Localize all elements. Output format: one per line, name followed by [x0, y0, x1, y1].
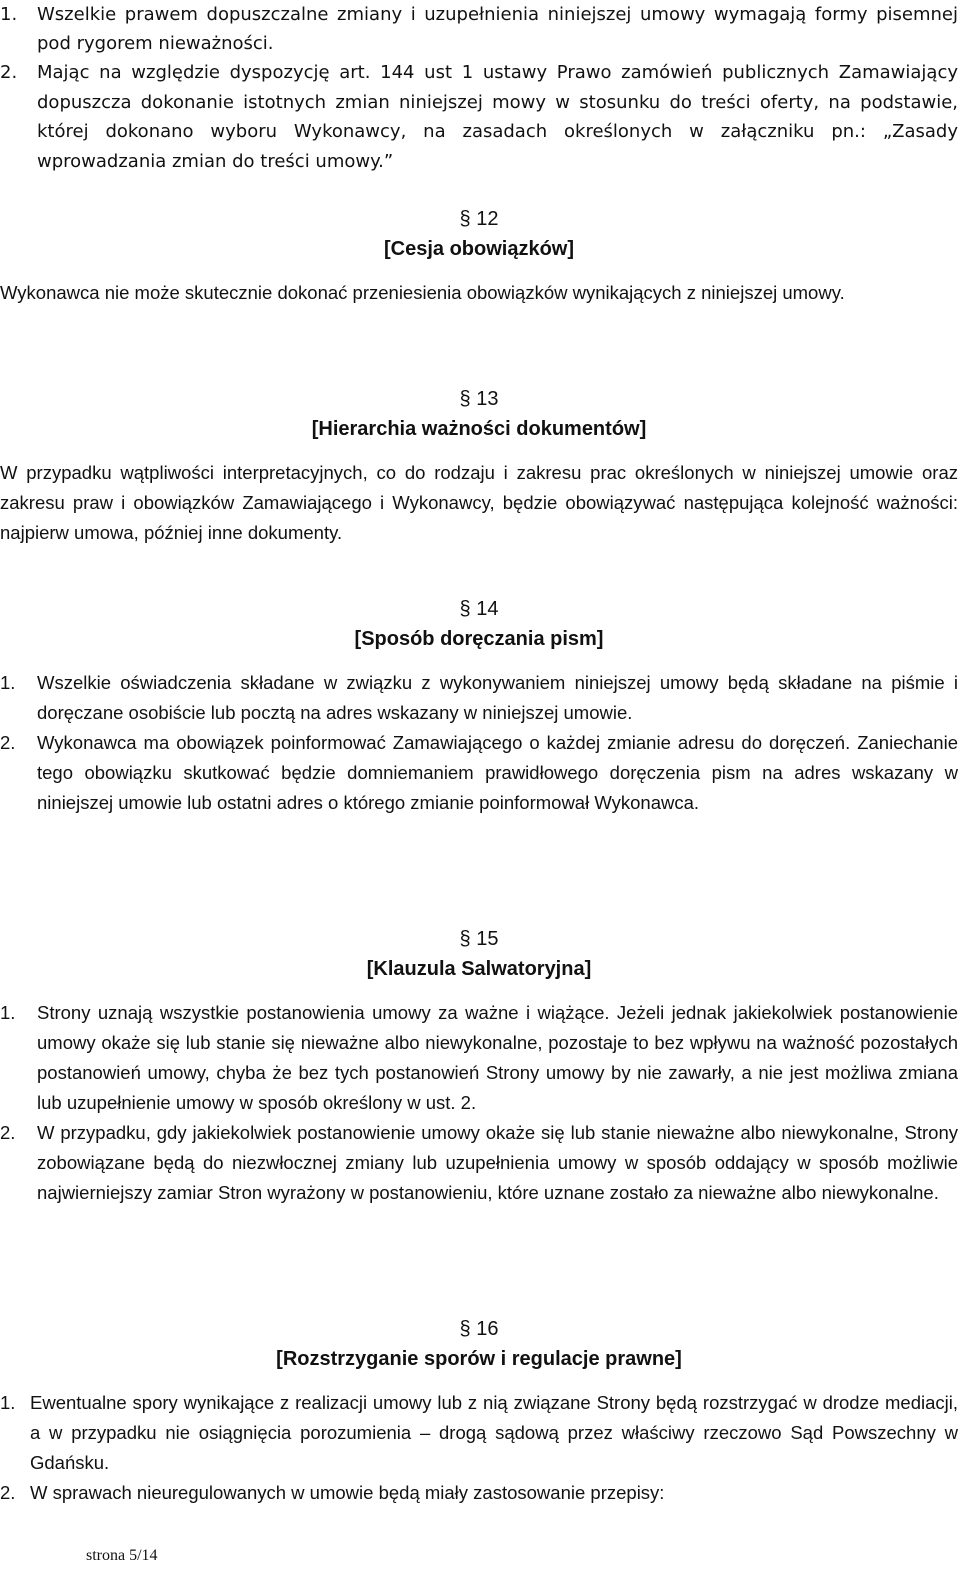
- item-text: Mając na względzie dyspozycję art. 144 ust 1 ustawy Prawo zamówień publicznych Zamawiający dopuszcza dokonanie istotnych zmian niniejszej mowy w stosunku do treści oferty, na podstawie, której dokonano wyboru Wykonawcy, na zasadach określonych w załączniku pn.: „Zasady wprowadzania zmian do treści umowy.”: [37, 62, 958, 172]
- item-number: 1.: [0, 672, 16, 693]
- section-list: [0, 1388, 958, 1508]
- item-number: 2.: [0, 1122, 16, 1143]
- item-number: 1.: [0, 1002, 16, 1023]
- item-text: Wszelkie oświadczenia składane w związku z wykonywaniem niniejszej umowy będą składane na piśmie i doręczane osobiście lub pocztą na adres wskazany w niniejszej umowie.: [37, 672, 958, 723]
- section-title: [Rozstrzyganie sporów i regulacje prawne]: [276, 1348, 682, 1370]
- section-number: § 14: [459, 598, 499, 620]
- section-heading: [0, 924, 958, 984]
- section-16: [0, 1314, 958, 1508]
- item-text: W przypadku, gdy jakiekolwiek postanowienie umowy okaże się lub stanie nieważne albo niewykonalne, Strony zobowiązane będą do niezwłocznej zmiany lub uzupełnienia umowy w sposób oddający w sposób możliwie najwierniejszy zamiar Stron wyrażony w postanowieniu, które uznane zostało za nieważne albo niewykonalne.: [37, 1122, 958, 1203]
- section-heading: [0, 594, 958, 654]
- section-number: § 12: [459, 208, 499, 230]
- section-number: § 15: [459, 928, 499, 950]
- section-15: [0, 924, 958, 1208]
- intro-list: [0, 0, 958, 176]
- item-number: 1.: [0, 1392, 16, 1413]
- list-item: [0, 1478, 958, 1508]
- section-heading: [0, 384, 958, 444]
- section-12: [0, 204, 958, 308]
- section-title: [Hierarchia ważności dokumentów]: [311, 418, 647, 440]
- intro-item: [0, 0, 958, 58]
- section-heading: [0, 204, 958, 264]
- intro-item: [0, 58, 958, 176]
- item-number: 2.: [0, 732, 16, 753]
- item-text: Strony uznają wszystkie postanowienia umowy za ważne i wiążące. Jeżeli jednak jakiekolwiek postanowienie umowy okaże się lub stanie się nieważne albo niewykonalne, pozostaje to bez wpływu na ważność pozostałych postanowień umowy, chyba że bez tych postanowień Strony umowy by nie zawarły, a nie jest możliwa zmiana lub uzupełnienie umowy w sposób określony w ust. 2.: [37, 1002, 958, 1113]
- list-item: [0, 1388, 958, 1478]
- list-item: [0, 668, 958, 728]
- section-number: § 16: [459, 1318, 499, 1340]
- item-text: Ewentualne spory wynikające z realizacji umowy lub z nią związane Strony będą rozstrzygać w drodze mediacji, a w przypadku nie osiągnięcia porozumienia – drogą sądową przez właściwy rzeczowo Sąd Powszechny w Gdańsku.: [30, 1392, 958, 1473]
- list-item: [0, 1118, 958, 1208]
- section-list: [0, 668, 958, 818]
- item-number: 2.: [0, 1482, 16, 1503]
- section-paragraph: W przypadku wątpliwości interpretacyjnych, co do rodzaju i zakresu prac określonych w niniejszej umowie oraz zakresu praw i obowiązków Zamawiającego i Wykonawcy, będzie obowiązywać następująca kolejność ważności: najpierw umowa, później inne dokumenty.: [0, 462, 958, 543]
- list-item: [0, 998, 958, 1118]
- item-number: 2.: [0, 62, 18, 83]
- section-title: [Cesja obowiązków]: [383, 238, 575, 260]
- list-item: [0, 728, 958, 818]
- section-paragraph: Wykonawca nie może skutecznie dokonać przeniesienia obowiązków wynikających z niniejszej umowy.: [0, 282, 845, 303]
- item-text: Wykonawca ma obowiązek poinformować Zamawiającego o każdej zmianie adresu do doręczeń. Zaniechanie tego obowiązku skutkować będzie domniemaniem prawidłowego doręczenia pism na adres wskazany w niniejszej umowie lub ostatni adres o którego zmianie poinformował Wykonawca.: [37, 732, 958, 813]
- section-13: [0, 384, 958, 548]
- section-list: [0, 998, 958, 1208]
- section-title: [Klauzula Salwatoryjna]: [366, 958, 592, 980]
- section-14: [0, 594, 958, 818]
- item-number: 1.: [0, 4, 18, 25]
- page-number: strona 5/14: [86, 1547, 158, 1564]
- item-text: W sprawach nieuregulowanych w umowie będą miały zastosowanie przepisy:: [30, 1482, 665, 1503]
- section-heading: [0, 1314, 958, 1374]
- section-number: § 13: [459, 388, 499, 410]
- item-text: Wszelkie prawem dopuszczalne zmiany i uzupełnienia niniejszej umowy wymagają formy pisemnej pod rygorem nieważności.: [37, 4, 958, 54]
- section-title: [Sposób doręczania pism]: [354, 628, 604, 650]
